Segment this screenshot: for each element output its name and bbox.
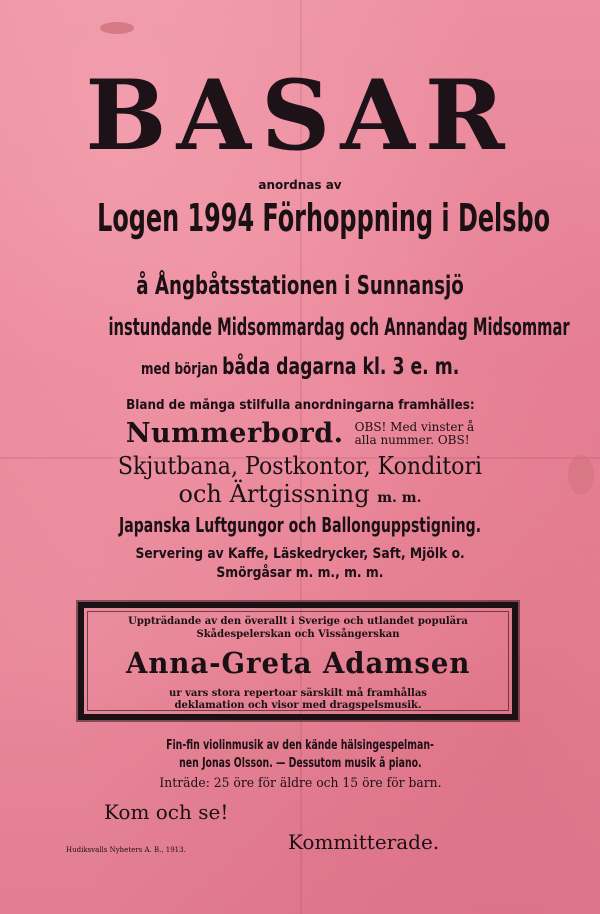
obs-note: OBS! Med vinster å alla nummer. OBS! xyxy=(354,419,475,447)
violin-line-2: nen Jonas Olsson. — Dessutom musik å piano. xyxy=(178,756,422,771)
poster-title: BASAR xyxy=(85,59,515,172)
organizer-line: Logen 1994 Förhoppning i Delsbo xyxy=(97,196,551,240)
performer-intro-1: Uppträdande av den överallt i Sverige och utlandet populära xyxy=(128,616,468,627)
paper-stain xyxy=(100,22,134,34)
performer-frame xyxy=(78,602,518,720)
performer-note-1: ur vars stora repertoar särskilt må framhållas xyxy=(169,688,427,699)
violin-line-1: Fin-fin violinmusik av den kände hälsingespelman- xyxy=(166,738,434,753)
serving-line-1: Servering av Kaffe, Läskedrycker, Saft, Mjölk o. xyxy=(135,546,465,562)
number-board-row xyxy=(0,418,600,449)
come-and-see: Kom och se! xyxy=(104,800,229,824)
air-swings-line: Japanska Luftgungor och Ballonguppstigning. xyxy=(119,513,481,537)
dates-line: instundande Midsommardag och Annandag Midsommar xyxy=(108,313,570,341)
attractions-line-2: och Ärtgissning m. m. xyxy=(178,480,422,508)
committee-signature: Kommitterade. xyxy=(288,830,440,854)
serving-line-2: Smörgåsar m. m., m. m. xyxy=(216,565,384,581)
location-line: å Ångbåtsstationen i Sunnansjö xyxy=(136,271,464,301)
admission-line: Inträde: 25 öre för äldre och 15 öre för barn. xyxy=(158,776,442,791)
performer-intro-2: Skådespelerskan och Vissångerskan xyxy=(196,629,400,640)
time-line: med början båda dagarna kl. 3 e. m. xyxy=(140,354,460,380)
list-intro: Bland de många stilfulla anordningarna framhålles: xyxy=(125,398,475,413)
printer-credit: Hudiksvalls Nyheters A. B., 1913. xyxy=(66,846,186,854)
number-board-label: Nummerbord. xyxy=(125,418,344,449)
performer-note-2: deklamation och visor med dragspelsmusik. xyxy=(174,700,422,711)
attractions-line-1: Skjutbana, Postkontor, Konditori xyxy=(117,452,483,480)
organized-by-label: anordnas av xyxy=(258,178,342,192)
performer-name: Anna-Greta Adamsen xyxy=(125,646,471,680)
